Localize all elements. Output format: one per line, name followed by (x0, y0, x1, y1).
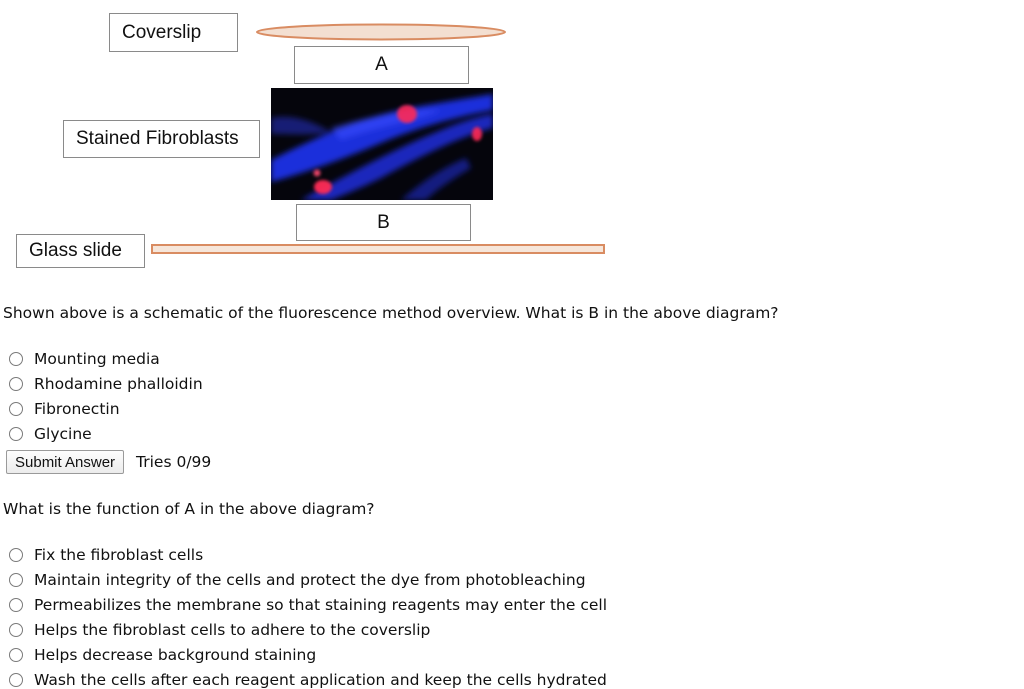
fibroblast-micrograph (271, 88, 493, 200)
q2-option-wash-hydrate[interactable] (6, 667, 607, 689)
nucleus (397, 105, 417, 123)
tries-counter: Tries 0/99 (136, 453, 212, 471)
submit-answer-button[interactable]: Submit Answer (6, 450, 124, 474)
radio-button[interactable] (9, 598, 23, 612)
question-1-options (6, 346, 203, 446)
q1-option-rhodamine-phalloidin[interactable] (6, 371, 203, 396)
q2-option-fix-cells[interactable] (6, 542, 607, 567)
question-1-text: Shown above is a schematic of the fluorescence method overview. What is B in the above diagram? (3, 304, 779, 322)
option-label: Fix the fibroblast cells (34, 545, 204, 564)
option-label: Glycine (34, 424, 92, 443)
radio-button[interactable] (9, 427, 23, 441)
nucleus (314, 170, 321, 177)
glass-slide-shape (151, 244, 606, 256)
option-label: Fibronectin (34, 399, 120, 418)
option-label: Permeabilizes the membrane so that staining reagents may enter the cell (34, 595, 608, 614)
q1-option-mounting-media[interactable] (6, 346, 203, 371)
radio-button[interactable] (9, 648, 23, 662)
question-2-options (6, 542, 607, 689)
stained-fibroblasts-label: Stained Fibroblasts (63, 120, 260, 158)
coverslip-ellipse (257, 25, 505, 40)
radio-button[interactable] (9, 377, 23, 391)
option-label: Rhodamine phalloidin (34, 374, 203, 393)
radio-button[interactable] (9, 352, 23, 366)
coverslip-label: Coverslip (109, 13, 238, 52)
q2-option-adhere[interactable] (6, 617, 607, 642)
glass-slide-label: Glass slide (16, 234, 145, 268)
glass-slide-rect (152, 245, 604, 253)
q1-option-glycine[interactable] (6, 421, 203, 446)
label-b-box: B (296, 204, 471, 241)
option-label: Mounting media (34, 349, 160, 368)
radio-button[interactable] (9, 573, 23, 587)
option-label: Helps decrease background staining (34, 645, 317, 664)
question-2-text: What is the function of A in the above diagram? (3, 500, 375, 518)
radio-button[interactable] (9, 673, 23, 687)
option-label: Wash the cells after each reagent application and keep the cells hydrated (34, 670, 607, 689)
q2-option-permeabilize[interactable] (6, 592, 607, 617)
radio-button[interactable] (9, 623, 23, 637)
option-label: Maintain integrity of the cells and protect the dye from photobleaching (34, 570, 586, 589)
q1-option-fibronectin[interactable] (6, 396, 203, 421)
radio-button[interactable] (9, 548, 23, 562)
nucleus (472, 127, 482, 141)
submit-row (6, 450, 211, 474)
q2-option-decrease-background[interactable] (6, 642, 607, 667)
option-label: Helps the fibroblast cells to adhere to the coverslip (34, 620, 431, 639)
label-a-box: A (294, 46, 469, 84)
coverslip-shape (254, 22, 508, 42)
nucleus (314, 180, 332, 194)
q2-option-maintain-integrity[interactable] (6, 567, 607, 592)
radio-button[interactable] (9, 402, 23, 416)
